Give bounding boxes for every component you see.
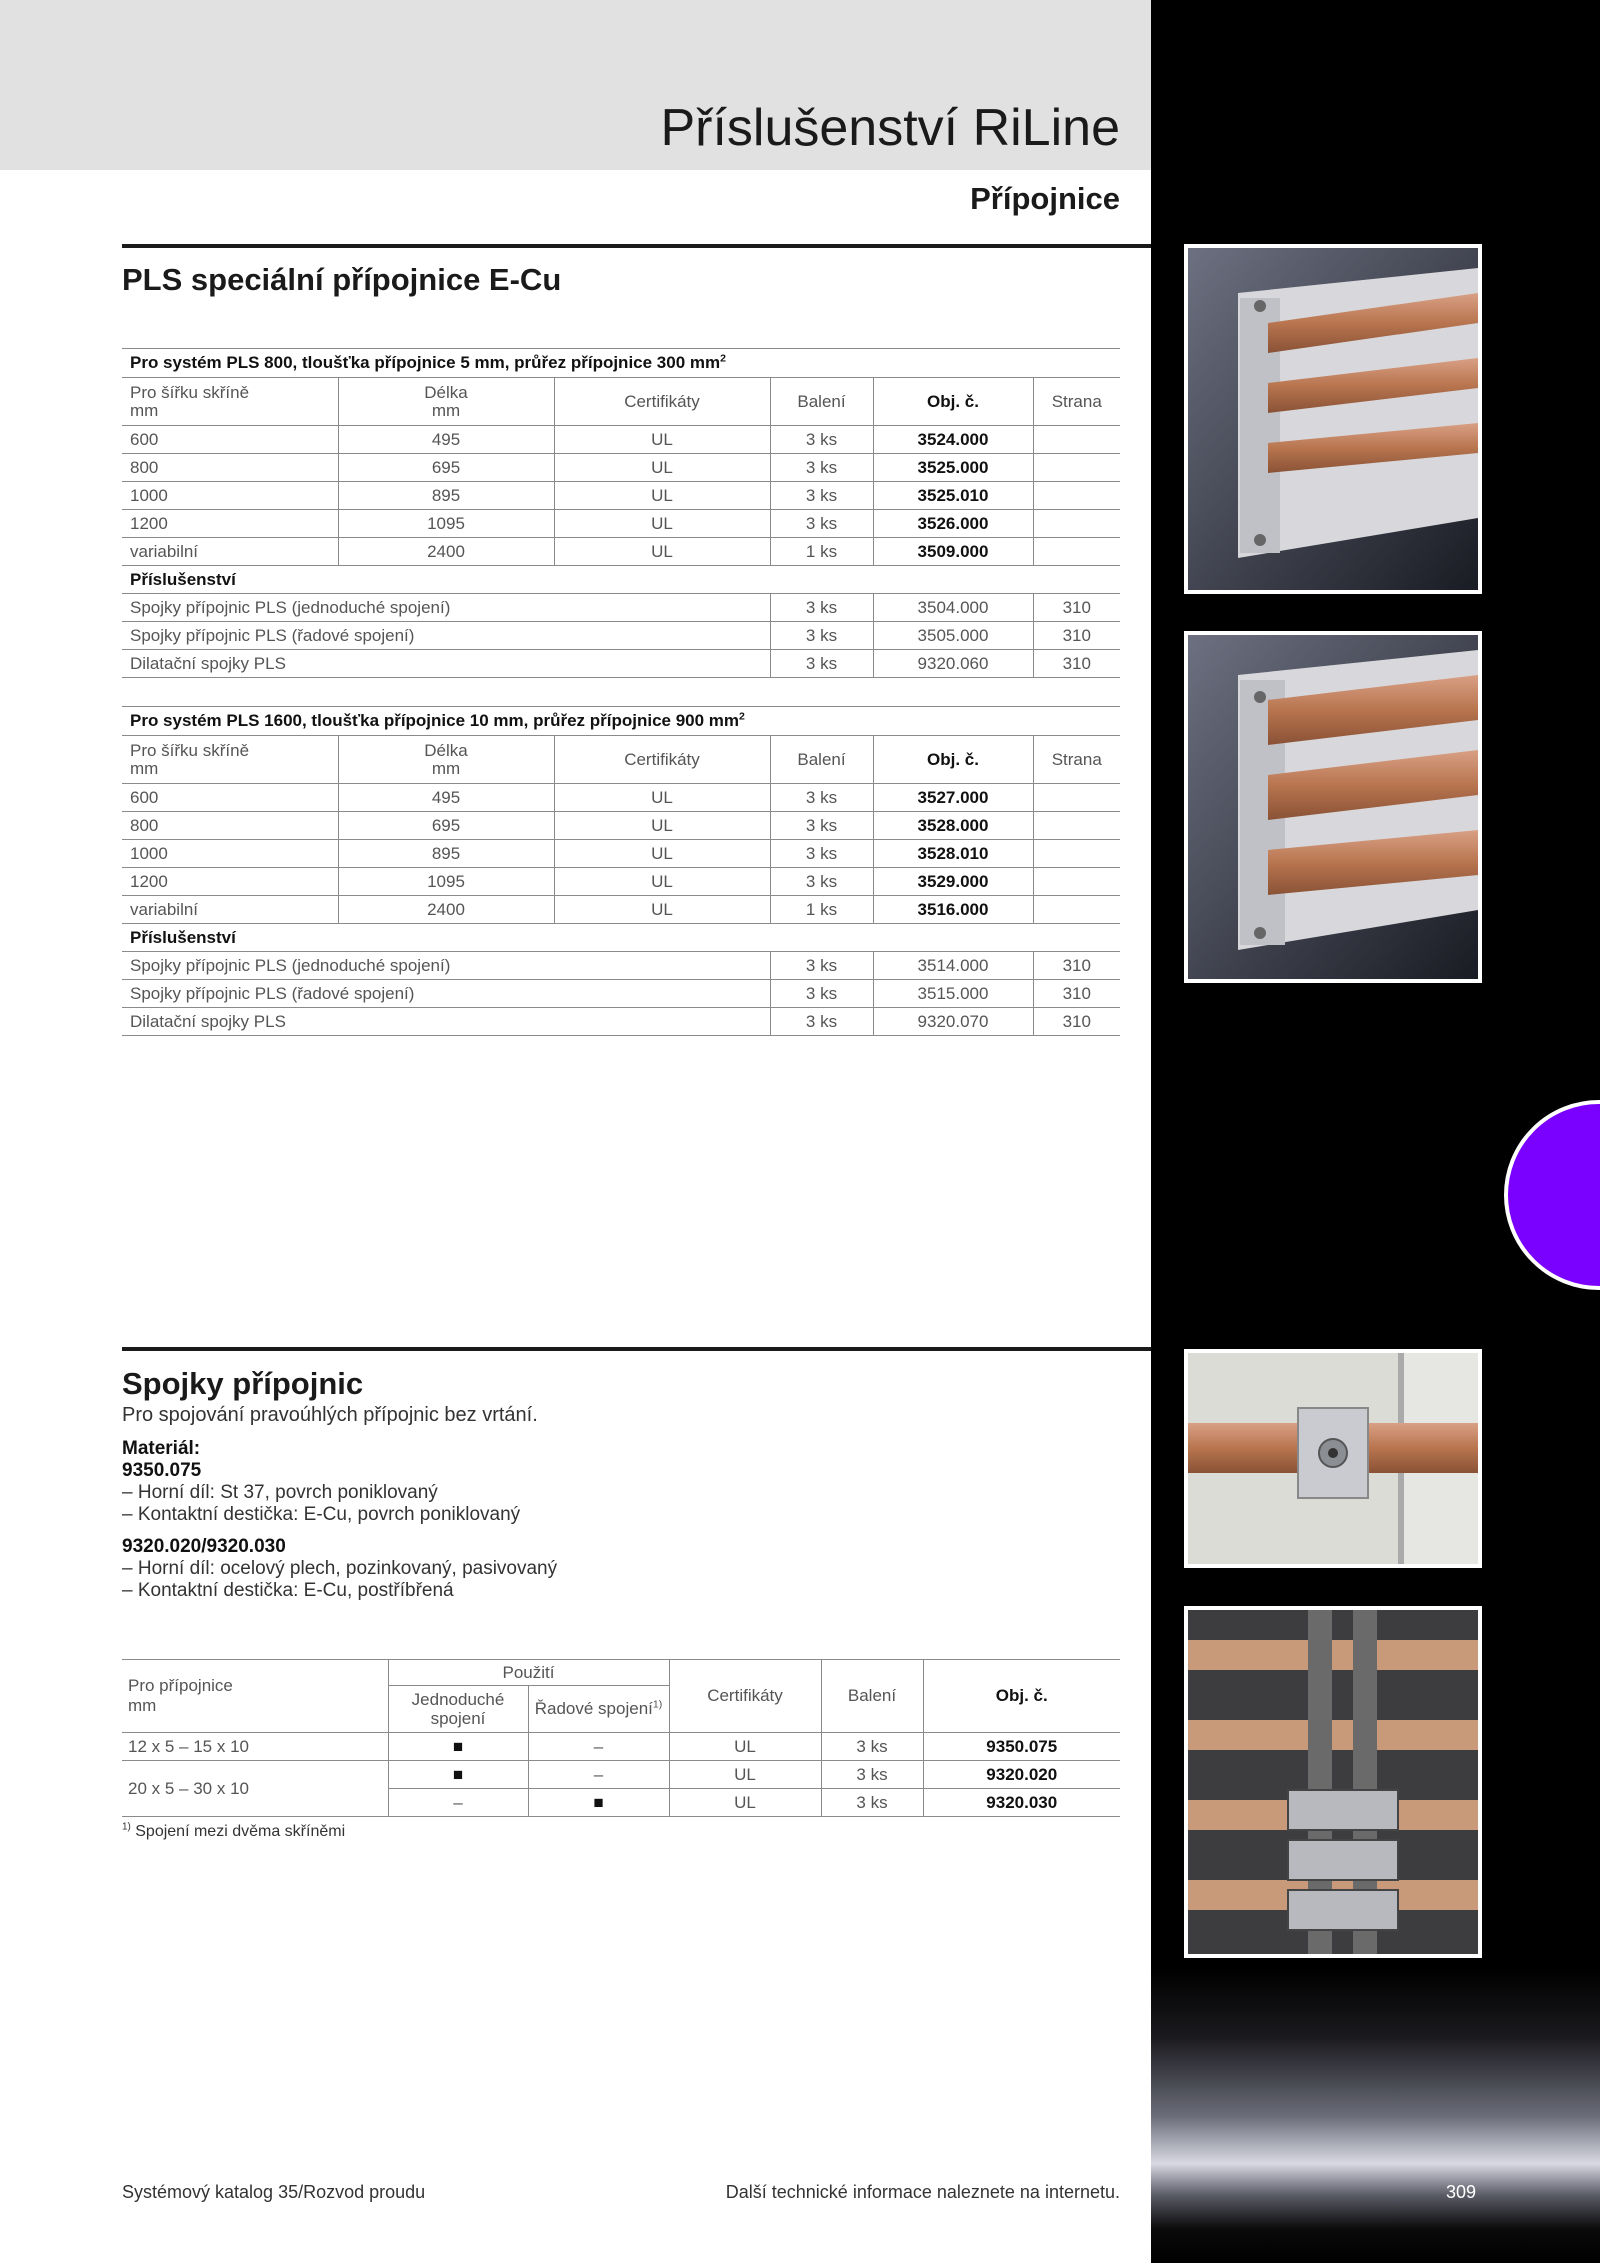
footer-catalog: Systémový katalog 35/Rozvod proudu <box>122 2182 426 2202</box>
pls-800-table <box>122 348 1120 678</box>
coupler-photo-1 <box>1184 1349 1482 1568</box>
accessory-row: Spojky přípojnic PLS (řadové spojení) 3 ks 3515.000 310 <box>122 980 1120 1008</box>
table-row: – ■ UL 3 ks 9320.030 <box>122 1789 1120 1817</box>
table-row: variabilní 2400 UL 1 ks 3509.000 <box>122 538 1120 566</box>
accessory-row: Spojky přípojnic PLS (jednoduché spojení) 3 ks 3514.000 310 <box>122 952 1120 980</box>
busbar-photo-2 <box>1184 631 1482 983</box>
page-subtitle: Přípojnice <box>970 181 1120 216</box>
material-item: – Kontaktní destička: E-Cu, povrch poniklovaný <box>122 1504 521 1525</box>
table-row: 1200 1095 UL 3 ks 3526.000 <box>122 510 1120 538</box>
material-code: 9320.020/9320.030 <box>122 1536 286 1557</box>
table-caption: Pro systém PLS 1600, tloušťka přípojnice 10 mm, průřez přípojnice 900 $mm^2$ <box>122 707 1120 736</box>
accessories-heading-row: Příslušenství <box>122 924 1120 952</box>
table-row: 1000 895 UL 3 ks 3528.010 <box>122 840 1120 868</box>
table-row: 20 x 5 – 30 x 10 ■ – UL 3 ks 9320.020 <box>122 1761 1120 1789</box>
page-title: Příslušenství RiLine <box>660 99 1120 157</box>
table-row: 600 495 UL 3 ks 3527.000 <box>122 784 1120 812</box>
header-pack: Balení <box>821 1660 923 1733</box>
coupler-photo-2 <box>1184 1606 1482 1958</box>
page-number: 309 <box>1446 2182 1477 2202</box>
header-busbar: Pro přípojnice mm <box>122 1660 388 1733</box>
table-row: 1000 895 UL 3 ks 3525.010 <box>122 482 1120 510</box>
table-row: 800 695 UL 3 ks 3525.000 <box>122 454 1120 482</box>
material-item: – Horní díl: ocelový plech, pozinkovaný, pasivovaný <box>122 1558 558 1579</box>
material-code: 9350.075 <box>122 1460 202 1481</box>
section-title-pls: PLS speciální přípojnice E-Cu <box>122 262 562 297</box>
accessory-row: Spojky přípojnic PLS (jednoduché spojení) 3 ks 3504.000 310 <box>122 594 1120 622</box>
accessories-heading-row: Příslušenství <box>122 566 1120 594</box>
table-row: variabilní 2400 UL 1 ks 3516.000 <box>122 896 1120 924</box>
table-header-row: Pro šířku skříně mm Délka mm Certifikáty Balení Obj. č. Strana <box>122 378 1120 426</box>
header-cert: Certifikáty <box>669 1660 821 1733</box>
footnote: $^{1)}$ Spojení mezi dvěma skříněmi <box>122 1821 346 1840</box>
header-row-join: Řadové spojení$^{1)}$ <box>528 1686 669 1733</box>
coupler-table <box>122 1659 1120 1817</box>
table-row: 12 x 5 – 15 x 10 ■ – UL 3 ks 9350.075 <box>122 1733 1120 1761</box>
material-label: Materiál: <box>122 1438 201 1459</box>
section-title-couplers: Spojky přípojnic <box>122 1366 364 1401</box>
busbar-photo-1 <box>1184 244 1482 594</box>
accessory-row: Dilatační spojky PLS 3 ks 9320.070 310 <box>122 1008 1120 1036</box>
accessory-row: Dilatační spojky PLS 3 ks 9320.060 310 <box>122 650 1120 678</box>
header-single: Jednoduché spojení <box>388 1686 528 1733</box>
material-item: – Kontaktní destička: E-Cu, postříbřená <box>122 1580 454 1601</box>
section-divider <box>122 1347 1151 1351</box>
header-use: Použití <box>388 1660 669 1686</box>
header-order: Obj. č. <box>923 1660 1120 1733</box>
material-block <box>122 1438 557 1602</box>
section-divider <box>122 244 1151 248</box>
accessory-row: Spojky přípojnic PLS (řadové spojení) 3 ks 3505.000 310 <box>122 622 1120 650</box>
section-intro: Pro spojování pravoúhlých přípojnic bez vrtání. <box>122 1404 538 1426</box>
material-item: – Horní díl: St 37, povrch poniklovaný <box>122 1482 438 1503</box>
footer-info: Další technické informace naleznete na internetu. <box>725 2182 1120 2202</box>
table-row: 1200 1095 UL 3 ks 3529.000 <box>122 868 1120 896</box>
table-caption: Pro systém PLS 800, tloušťka přípojnice 5 mm, průřez přípojnice 300 $mm^2$ <box>122 349 1120 378</box>
pls-1600-table <box>122 706 1120 1036</box>
table-row: 600 495 UL 3 ks 3524.000 <box>122 426 1120 454</box>
table-row: 800 695 UL 3 ks 3528.000 <box>122 812 1120 840</box>
table-header-row: Pro šířku skříně mm Délka mm Certifikáty Balení Obj. č. Strana <box>122 736 1120 784</box>
